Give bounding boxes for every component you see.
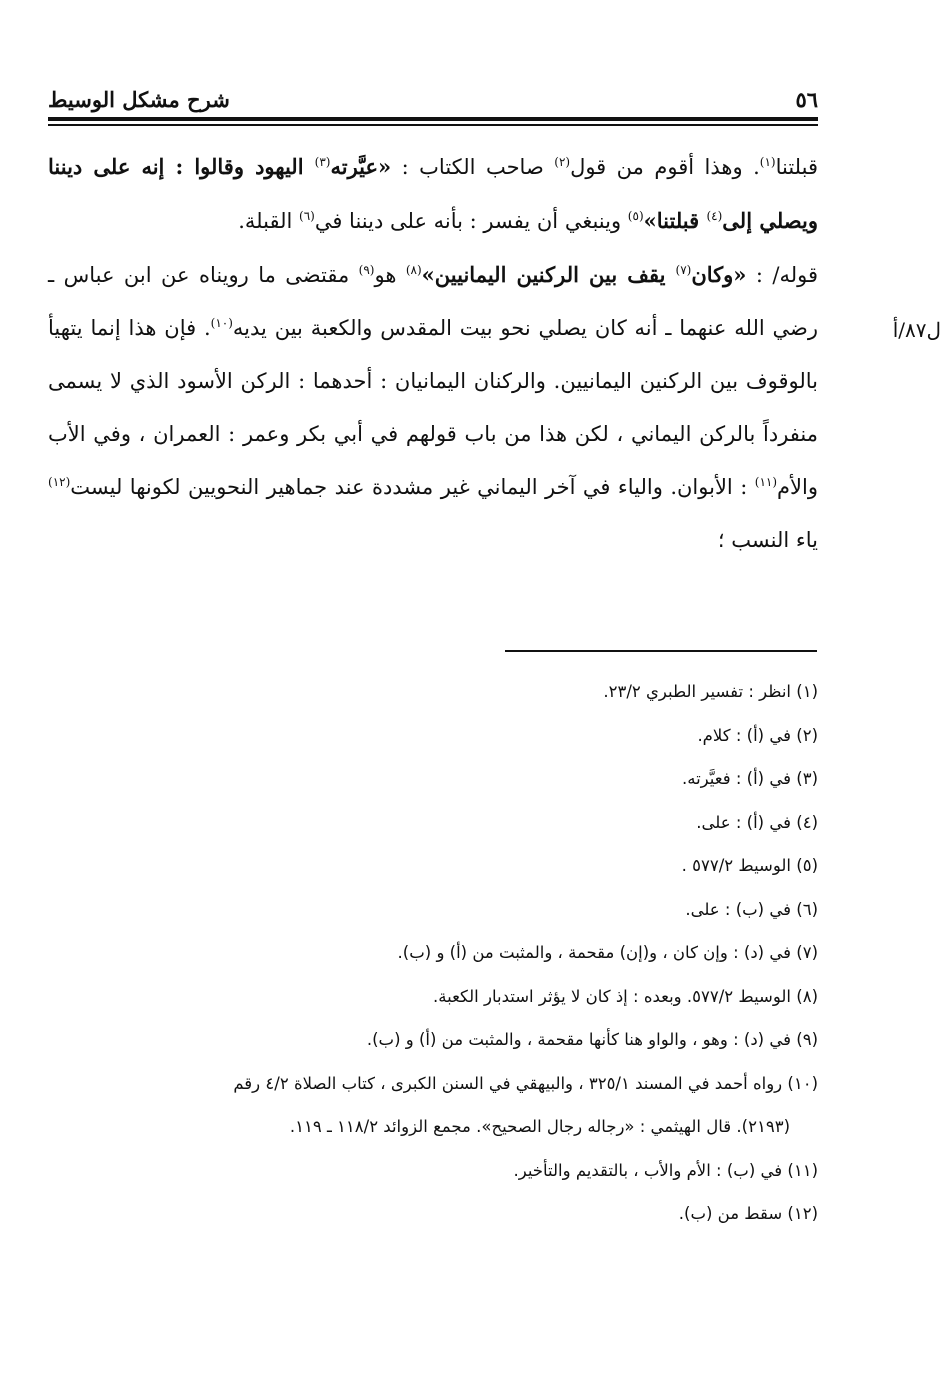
footnote-ref: (٦) — [299, 209, 315, 223]
paragraph-2 — [48, 248, 818, 567]
footnote-10-continuation: (٢١٩٣). قال الهيثمي : «رجاله رجال الصحيح». مجمع الزوائد ١١٨/٢ ـ ١١٩. — [289, 1117, 790, 1136]
footnote-8: (٨) الوسيط ٥٧٧/٢. وبعده : إذ كان لا يؤثر استدبار الكعبة. — [433, 986, 818, 1006]
footnote-ref: (٤) — [706, 209, 723, 223]
footnote-ref: (٥) — [627, 209, 644, 223]
page-header — [48, 86, 818, 112]
text-run: ياء النسب ؛ — [717, 528, 818, 552]
footnotes — [48, 670, 818, 1236]
footnote-ref: (١٠) — [210, 316, 233, 330]
footnote-2: (٢) في (أ) : كلام. — [697, 725, 818, 745]
quoted-text: «وكان — [691, 262, 747, 287]
text-run: القبلة. — [238, 209, 299, 233]
footnote-ref: (١١) — [754, 475, 778, 489]
quoted-text: اليهود وقالوا : إنه على ديننا ويصلي إلى — [48, 154, 818, 233]
quoted-text: قبلتنا» — [643, 208, 707, 233]
text-run: قوله/ : — [746, 263, 818, 287]
footnote-1: (١) انظر : تفسير الطبري ٢٣/٢. — [603, 682, 818, 701]
footnote-12: (١٢) سقط من (ب). — [678, 1204, 818, 1223]
footnote-7: (٧) في (د) : وإن كان ، و(إن) مقحمة ، والمثبت من (أ) و (ب). — [397, 943, 818, 962]
header-rule-thin — [48, 124, 818, 126]
text-run: مقتضى ما رويناه عن ابن عباس ـ رضي الله عنهما ـ أنه كان يصلي نحو بيت المقدس والكعبة بين يديه — [48, 263, 818, 340]
page-number: ٥٦ — [795, 87, 818, 112]
footnote-separator — [505, 650, 817, 652]
footnote-ref: (٩) — [358, 263, 375, 277]
quoted-text: يقف بين الركنين اليمانيين» — [421, 262, 676, 287]
header-rule-thick — [48, 117, 818, 121]
text-run: . وهذا أقوم من قول — [570, 155, 760, 179]
margin-manuscript-reference: ل٨٧/أ — [892, 318, 941, 342]
footnote-9: (٩) في (د) : وهو ، والواو هنا كأنها مقحمة ، والمثبت من (أ) و (ب). — [366, 1030, 818, 1049]
footnote-4: (٤) في (أ) : على. — [696, 812, 818, 832]
footnote-3: (٣) في (أ) : فعيَّرته. — [681, 769, 818, 788]
footnote-ref: (٣) — [314, 155, 331, 169]
footnote-ref: (٢) — [554, 155, 571, 169]
footnote-11: (١١) في (ب) : الأم والأب ، بالتقديم والتأخير. — [513, 1160, 818, 1180]
main-text — [48, 140, 818, 567]
paragraph-1 — [48, 140, 818, 248]
footnote-10: (١٠) رواه أحمد في المسند ٣٢٥/١ ، والبيهقي في السنن الكبرى ، كتاب الصلاة ٤/٢ رقم — [233, 1073, 818, 1093]
text-run: : الأبوان. والياء في آخر اليماني غير مشددة عند جماهير النحويين لكونها ليست — [70, 475, 755, 499]
footnote-ref: (٨) — [405, 263, 422, 277]
running-title: شرح مشكل الوسيط — [48, 87, 230, 112]
text-run: . فإن هذا إنما يتهيأ بالوقوف بين الركنين اليمانيين. والركنان اليمانيان : أحدهما : الركن الأسود الذي لا يسمى منفرداً بالركن اليماني ، لكن هذا من باب قولهم في أبي بكر وعمر : العمران ، وفي الأب والأم — [48, 316, 818, 499]
text-run: هو — [374, 263, 406, 287]
quoted-text: «عيَّرته — [330, 154, 392, 179]
footnote-6: (٦) في (ب) : على. — [685, 899, 818, 919]
footnote-ref: (٧) — [675, 263, 692, 277]
text-run: قبلتنا — [775, 155, 819, 179]
footnote-ref: (١) — [759, 155, 776, 169]
footnote-ref: (١٢) — [48, 475, 71, 489]
footnote-5: (٥) الوسيط ٥٧٧/٢ . — [681, 856, 818, 875]
text-run: وينبغي أن يفسر : بأنه على ديننا في — [314, 209, 628, 233]
text-run: صاحب الكتاب : — [391, 155, 555, 179]
